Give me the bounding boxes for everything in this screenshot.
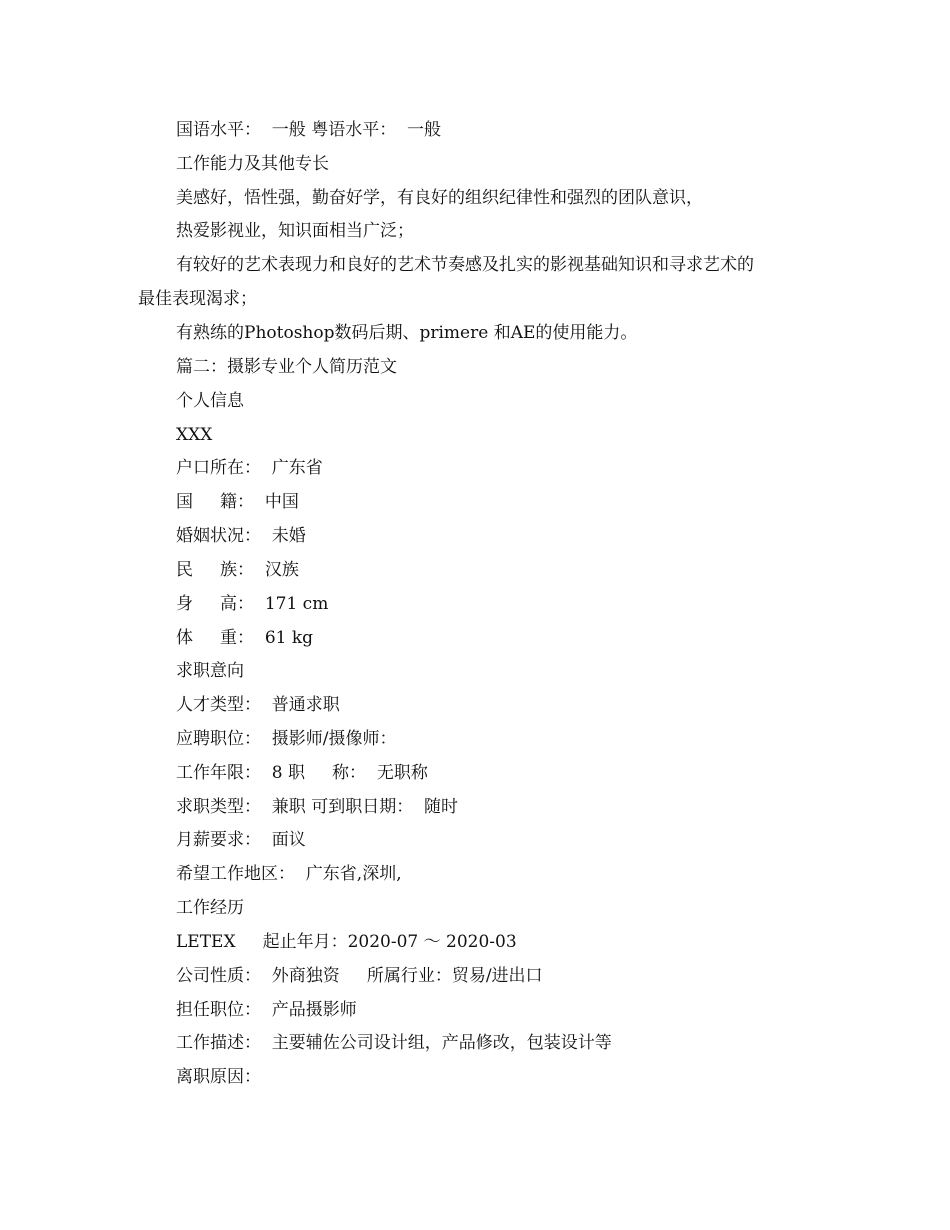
weight-line: 体 重： 61 kg [176, 628, 314, 648]
skills-line-4: 有熟练的Photoshop数码后期、primere 和AE的使用能力。 [176, 323, 638, 343]
job-title-line: 担任职位： 产品摄影师 [176, 1000, 357, 1020]
job-type-line: 求职类型： 兼职 可到职日期： 随时 [176, 797, 459, 817]
name-line: XXX [176, 425, 213, 445]
salary-line: 月薪要求： 面议 [176, 830, 306, 850]
nationality-line: 国 籍： 中国 [176, 492, 299, 512]
skills-line-1: 美感好，悟性强，勤奋好学，有良好的组织纪律性和强烈的团队意识， [176, 188, 703, 208]
leaving-reason-line: 离职原因： [176, 1067, 261, 1087]
job-intention-heading: 求职意向 [176, 661, 244, 681]
skills-line-3-continued: 最佳表现渴求； [138, 289, 257, 309]
job-description-line: 工作描述： 主要辅佐公司设计组，产品修改，包装设计等 [176, 1033, 612, 1053]
position-applied-line: 应聘职位： 摄影师/摄像师： [176, 729, 397, 749]
skills-heading: 工作能力及其他专长 [176, 154, 329, 174]
work-years-line: 工作年限： 8 职 称： 无职称 [176, 763, 428, 783]
company-period-line: LETEX 起止年月：2020-07 ～ 2020-03 [176, 932, 517, 952]
personal-info-heading: 个人信息 [176, 391, 244, 411]
skills-line-2: 热爱影视业，知识面相当广泛； [176, 221, 414, 241]
marital-status-line: 婚姻状况： 未婚 [176, 526, 306, 546]
language-level-line: 国语水平： 一般 粤语水平： 一般 [176, 120, 442, 140]
work-experience-heading: 工作经历 [176, 898, 244, 918]
section-title-part2: 篇二：摄影专业个人简历范文 [176, 357, 397, 377]
height-line: 身 高： 171 cm [176, 594, 329, 614]
hukou-line: 户口所在： 广东省 [176, 458, 323, 478]
skills-line-3: 有较好的艺术表现力和良好的艺术节奏感及扎实的影视基础知识和寻求艺术的 [176, 255, 754, 275]
ethnicity-line: 民 族： 汉族 [176, 560, 299, 580]
desired-location-line: 希望工作地区： 广东省,深圳, [176, 864, 402, 884]
talent-type-line: 人才类型： 普通求职 [176, 695, 340, 715]
company-nature-line: 公司性质： 外商独资 所属行业：贸易/进出口 [176, 966, 543, 986]
